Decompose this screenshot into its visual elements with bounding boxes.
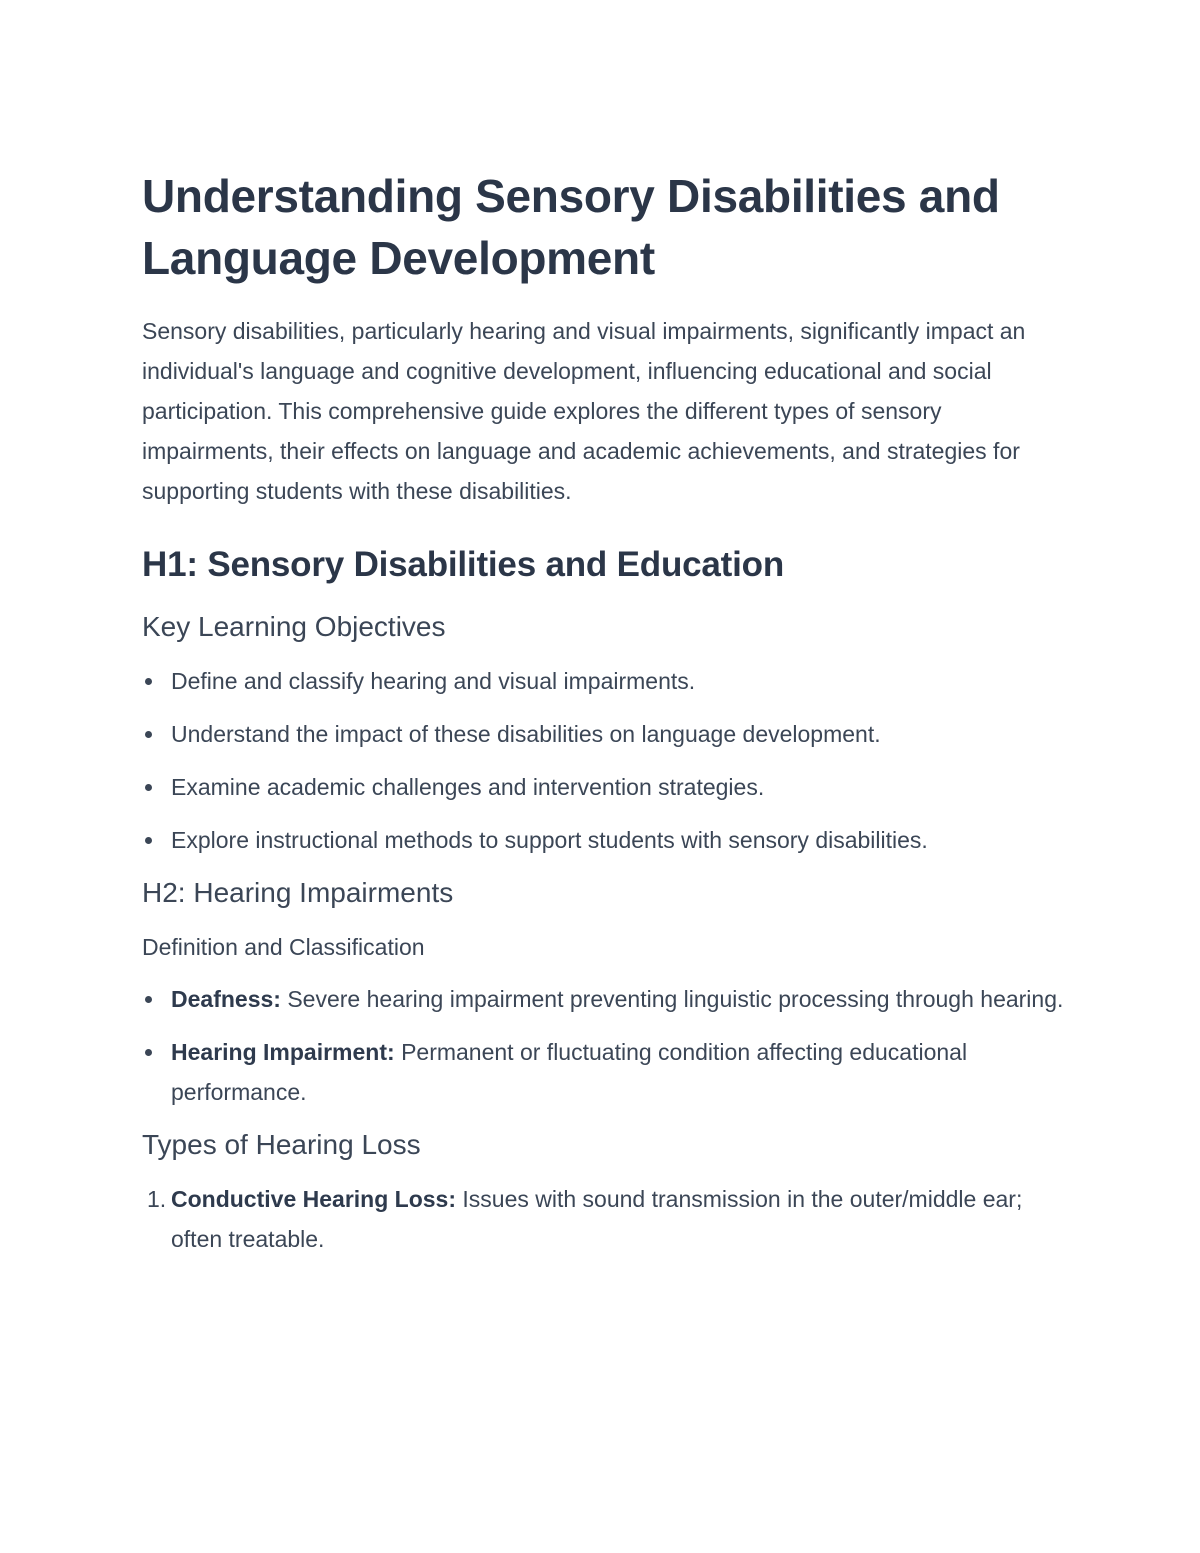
list-item: Define and classify hearing and visual impairments. [142, 661, 1072, 701]
definition-term: Deafness [171, 986, 274, 1012]
intro-paragraph: Sensory disabilities, particularly hearing and visual impairments, significantly impact an individual's language and cognitive development, influencing educational and social participation. This comprehensive guide explores the different types of sensory impairments, their effects on language and academic achievements, and strategies for supporting students with these disabilities. [142, 318, 1026, 504]
definition-list [142, 979, 1072, 1112]
type-term: Conductive Hearing Loss [171, 1186, 449, 1212]
objectives-heading: Key Learning Objectives [142, 611, 446, 642]
document-title: Understanding Sensory Disabilities and Language Development [142, 170, 1000, 284]
types-list [142, 1179, 1072, 1259]
definition-text: Permanent or fluctuating condition affecting educational performance. [171, 1039, 968, 1105]
section-heading-hearing-impairments: H2: Hearing Impairments [142, 877, 454, 908]
list-item: Hearing Impairment: Permanent or fluctuating condition affecting educational performance. [142, 1032, 1072, 1112]
list-number: 1. [147, 1186, 167, 1212]
definition-heading: Definition and Classification [142, 934, 425, 960]
definition-term: Hearing Impairment [171, 1039, 387, 1065]
list-item: Examine academic challenges and intervention strategies. [142, 767, 1072, 807]
list-item: Explore instructional methods to support students with sensory disabilities. [142, 820, 1072, 860]
list-item: 1. Conductive Hearing Loss: Issues with sound transmission in the outer/middle ear; often treatable. [142, 1179, 1072, 1259]
list-item: Deafness: Severe hearing impairment preventing linguistic processing through hearing. [142, 979, 1072, 1019]
definition-text: Severe hearing impairment preventing linguistic processing through hearing. [287, 986, 1064, 1012]
document-page [142, 165, 1072, 1272]
list-item: Understand the impact of these disabilities on language development. [142, 714, 1072, 754]
type-text: Issues with sound transmission in the outer/middle ear; often treatable. [171, 1186, 1023, 1252]
objectives-list [142, 661, 1072, 860]
types-heading: Types of Hearing Loss [142, 1129, 421, 1160]
section-heading-sensory-disabilities: H1: Sensory Disabilities and Education [142, 545, 785, 584]
